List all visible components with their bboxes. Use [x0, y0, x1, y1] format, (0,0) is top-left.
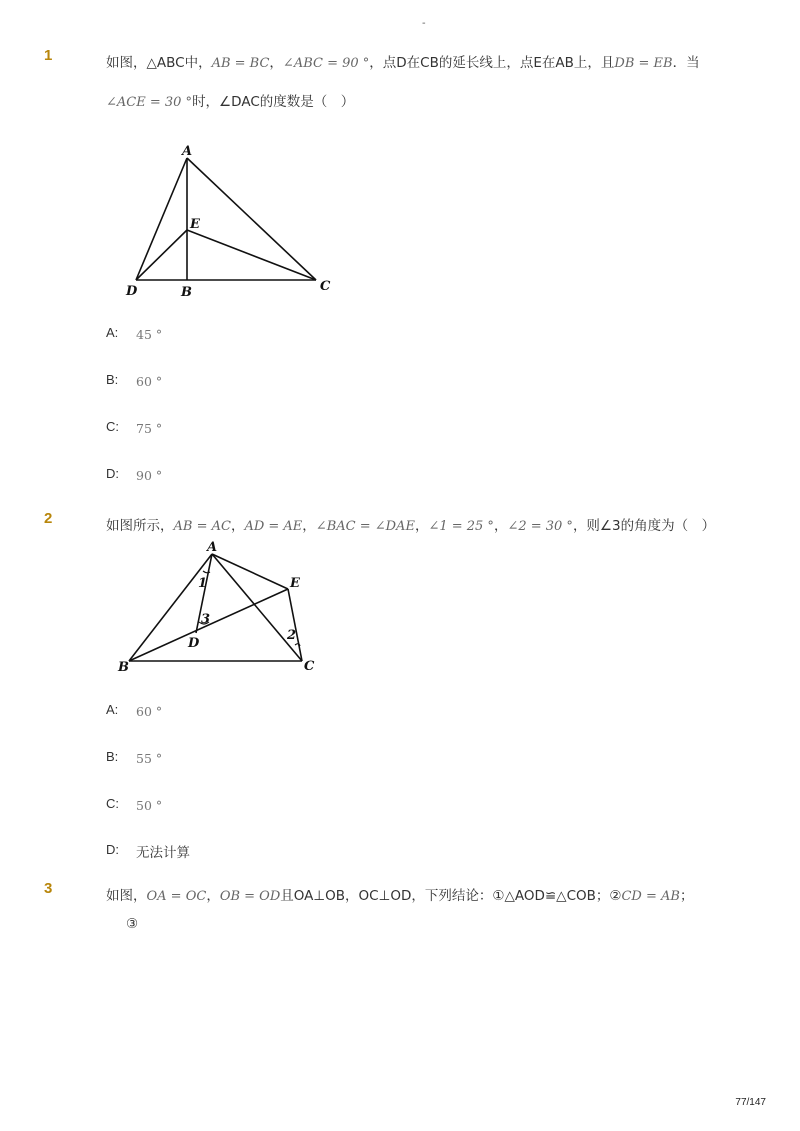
option-label: D:	[106, 842, 119, 857]
angle-label: 1	[198, 576, 208, 591]
geometry-figure-q2	[112, 534, 322, 679]
option-value: 75 °	[136, 421, 163, 436]
math-expression: ∠ACE = 30 °	[106, 95, 193, 110]
math-expression: AB = AC	[173, 519, 231, 534]
point-label: C	[304, 659, 315, 674]
text-run: ，	[414, 518, 429, 534]
math-expression: DB = EB	[614, 56, 673, 71]
math-expression: CD = AB	[621, 889, 680, 904]
option-value: 45 °	[136, 327, 163, 342]
math-expression: ∠1 = 25 °	[428, 519, 494, 534]
text-run: △ABC中，	[146, 55, 212, 71]
segment-ec	[187, 230, 316, 280]
math-expression: OA = OC	[146, 889, 207, 904]
text-run: ，则∠3的角度为（ ）	[572, 518, 716, 534]
option-label: B:	[106, 749, 119, 764]
point-label: D	[126, 284, 138, 299]
option-label: A:	[106, 702, 119, 717]
question-text-line	[126, 916, 138, 932]
text-run: 如图所示，	[106, 518, 174, 534]
option-value: 60 °	[136, 374, 163, 389]
point-label: B	[118, 660, 129, 675]
text-run: ，	[269, 55, 283, 71]
text-run: ；	[679, 888, 694, 904]
text-run: 且OA⊥OB，OC⊥OD，下列结论：①△AOD≌△COB；②	[280, 888, 622, 904]
option-label: B:	[106, 372, 119, 387]
option-label: C:	[106, 419, 119, 434]
option-label: C:	[106, 796, 119, 811]
text-run: ，	[206, 888, 220, 904]
segment-ac	[212, 554, 302, 661]
math-expression: ∠2 = 30 °	[507, 519, 573, 534]
math-expression: OB = OD	[219, 889, 281, 904]
point-label: A	[207, 540, 218, 555]
question-number: 1	[44, 47, 53, 64]
math-expression: AD = AE	[244, 519, 303, 534]
text-run: ③	[126, 916, 139, 932]
page-top-mark: -	[422, 18, 426, 29]
segment-ab	[129, 554, 212, 661]
angle-label: 3	[201, 612, 211, 627]
angle-label: 2	[287, 628, 297, 643]
option-label: A:	[106, 325, 119, 340]
text-run: ，	[302, 518, 316, 534]
text-run: 如图，	[106, 888, 147, 904]
question-text-line	[106, 514, 715, 534]
geometry-figure-q1	[118, 138, 348, 300]
math-expression: ∠BAC = ∠DAE	[315, 519, 415, 534]
page-number: 77/147	[735, 1097, 766, 1108]
point-label: D	[188, 636, 200, 651]
text-run: ，	[493, 518, 508, 534]
point-label: E	[290, 576, 300, 591]
question-text-line	[106, 51, 700, 71]
question-number: 2	[44, 510, 53, 527]
question-number: 3	[44, 880, 53, 897]
text-run: ，点D在CB的延长线上，点E在AB上，且	[369, 55, 615, 71]
segment-ae	[212, 554, 288, 589]
option-value: 60 °	[136, 704, 163, 719]
point-label: C	[320, 279, 331, 294]
text-run: ，	[230, 518, 245, 534]
segment-de	[136, 230, 187, 280]
option-value: 55 °	[136, 751, 163, 766]
question-text-line	[106, 90, 354, 110]
math-expression: ∠ABC = 90 °	[282, 56, 370, 71]
option-value: 50 °	[136, 798, 163, 813]
point-label: B	[181, 285, 192, 300]
math-expression: AB = BC	[211, 56, 270, 71]
point-label: A	[182, 144, 193, 159]
question-text-line	[106, 884, 693, 904]
segment-ec	[288, 589, 302, 661]
option-value: 90 °	[136, 468, 163, 483]
text-run: 如图，	[106, 55, 147, 71]
option-label: D:	[106, 466, 119, 481]
segment-ad	[136, 158, 187, 280]
point-label: E	[190, 217, 200, 232]
text-run: 时，∠DAC的度数是（ ）	[192, 94, 355, 110]
text-run: ．当	[672, 55, 700, 71]
segment-ac	[187, 158, 316, 280]
option-value: 无法计算	[136, 845, 190, 861]
